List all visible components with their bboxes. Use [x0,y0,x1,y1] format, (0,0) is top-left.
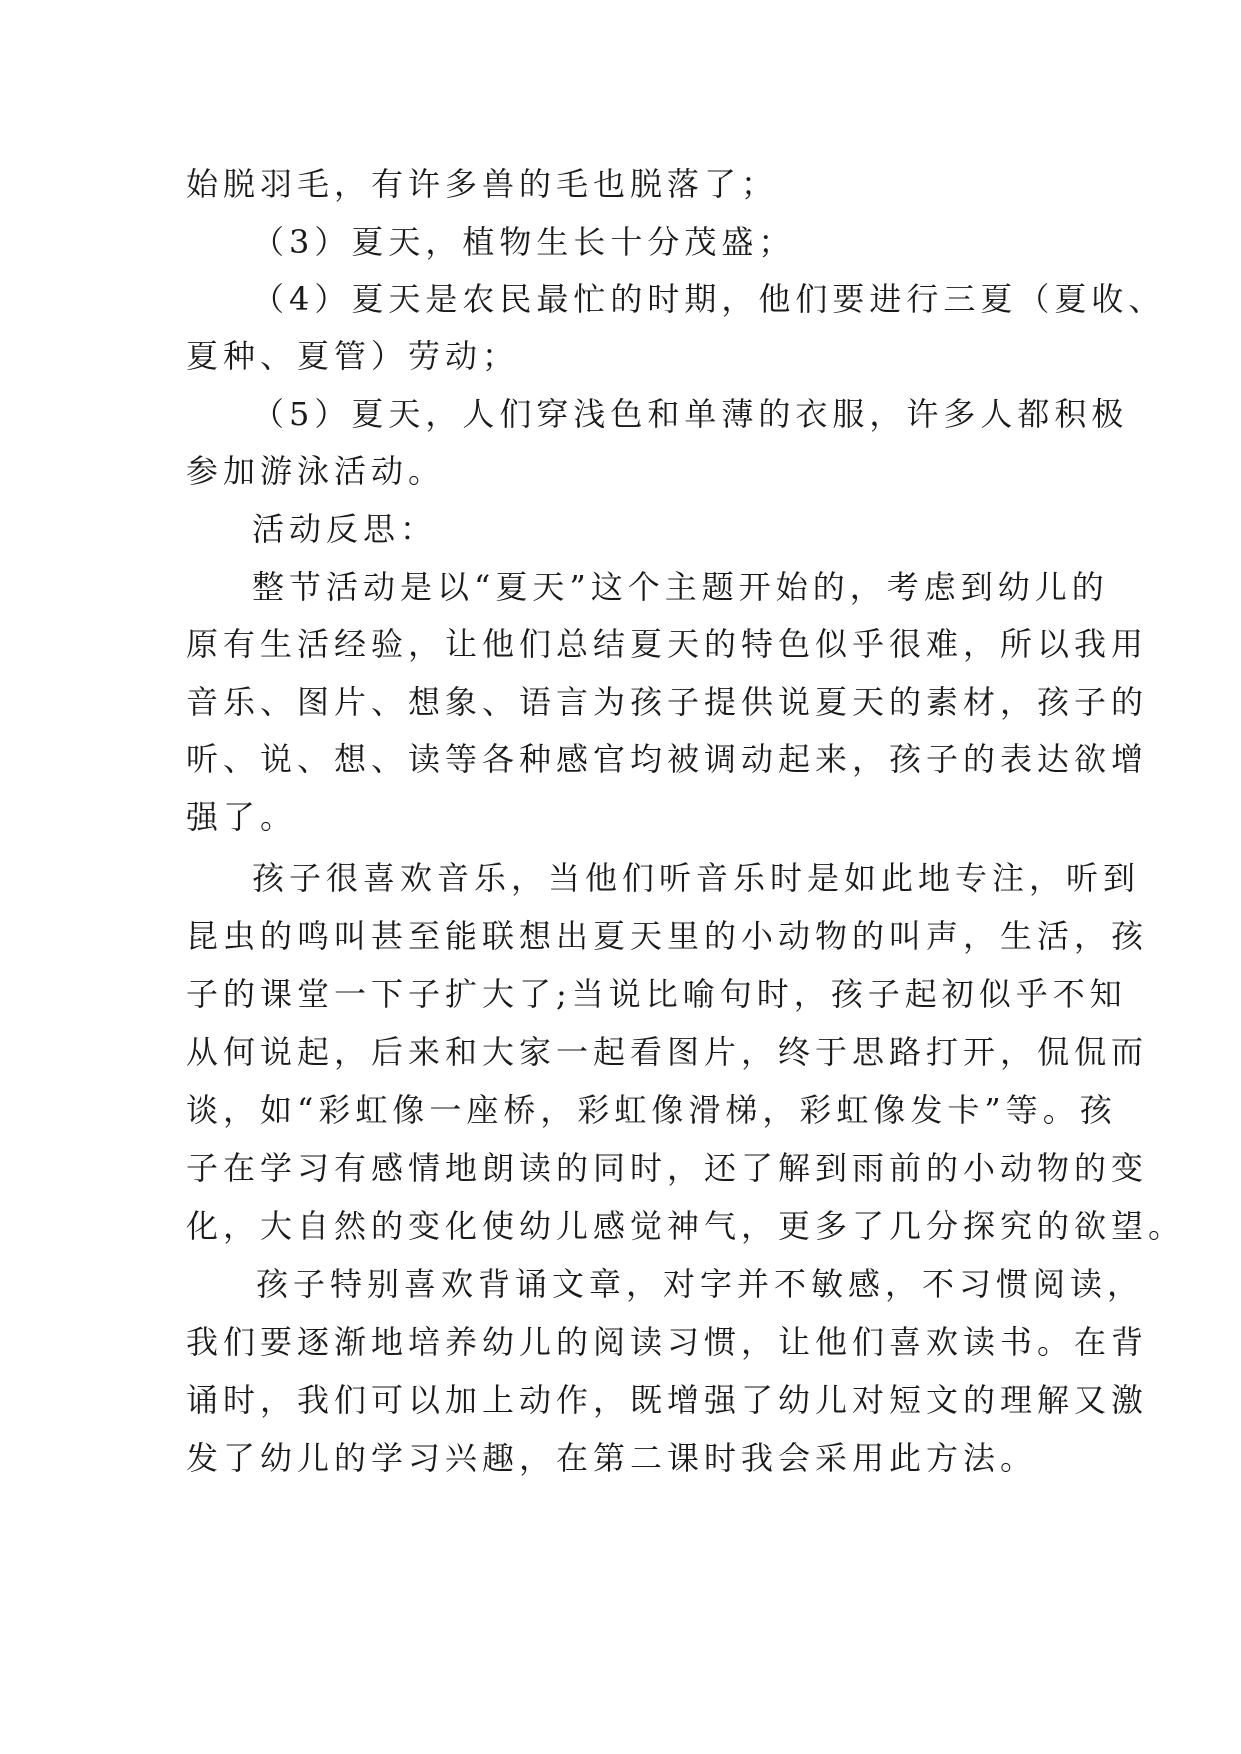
paragraph-3-line: 诵时，我们可以加上动作，既增强了幼儿对短文的理解又激 [186,1381,1149,1419]
section-heading-reflection: 活动反思： [252,510,438,548]
paragraph-2-line: 昆虫的鸣叫甚至能联想出夏天里的小动物的叫声，生活，孩 [186,917,1149,955]
paragraph-1-line: 整节活动是以“夏天”这个主题开始的，考虑到幼儿的 [252,568,1109,606]
paragraph-3-line: 我们要逐渐地培养幼儿的阅读习惯，让他们喜欢读书。在背 [186,1323,1149,1361]
paragraph-1-line: 听、说、想、读等各种感官均被调动起来，孩子的表达欲增 [186,740,1149,778]
text-line: 始脱羽毛，有许多兽的毛也脱落了； [186,165,779,203]
paragraph-2-line: 子在学习有感情地朗读的同时，还了解到雨前的小动物的变 [186,1149,1149,1187]
text-line: 夏种、夏管）劳动； [186,337,520,375]
list-item-5: （5）夏天，人们穿浅色和单薄的衣服，许多人都积极 [252,395,1129,433]
paragraph-1-line: 原有生活经验，让他们总结夏天的特色似乎很难，所以我用 [186,625,1149,663]
paragraph-2-line: 子的课堂一下子扩大了;当说比喻句时，孩子起初似乎不知 [186,975,1127,1013]
list-item-4: （4）夏天是农民最忙的时期，他们要进行三夏（夏收、 [252,280,1166,318]
paragraph-2-line: 孩子很喜欢音乐，当他们听音乐时是如此地专注，听到 [252,859,1141,897]
paragraph-2-line: 化，大自然的变化使幼儿感觉神气，更多了几分探究的欲望。 [186,1207,1186,1245]
text-line: 参加游泳活动。 [186,452,446,490]
list-item-3: （3）夏天，植物生长十分茂盛； [252,223,796,261]
paragraph-3-line: 孩子特别喜欢背诵文章，对字并不敏感，不习惯阅读， [256,1265,1145,1303]
paragraph-2-line: 从何说起，后来和大家一起看图片，终于思路打开，侃侃而 [186,1033,1149,1071]
paragraph-1-line: 音乐、图片、想象、语言为孩子提供说夏天的素材，孩子的 [186,683,1149,721]
paragraph-2-line: 谈，如“彩虹像一座桥，彩虹像滑梯，彩虹像发卡”等。孩 [186,1091,1117,1129]
paragraph-1-line: 强了。 [186,798,298,836]
paragraph-3-line: 发了幼儿的学习兴趣，在第二课时我会采用此方法。 [186,1439,1038,1477]
